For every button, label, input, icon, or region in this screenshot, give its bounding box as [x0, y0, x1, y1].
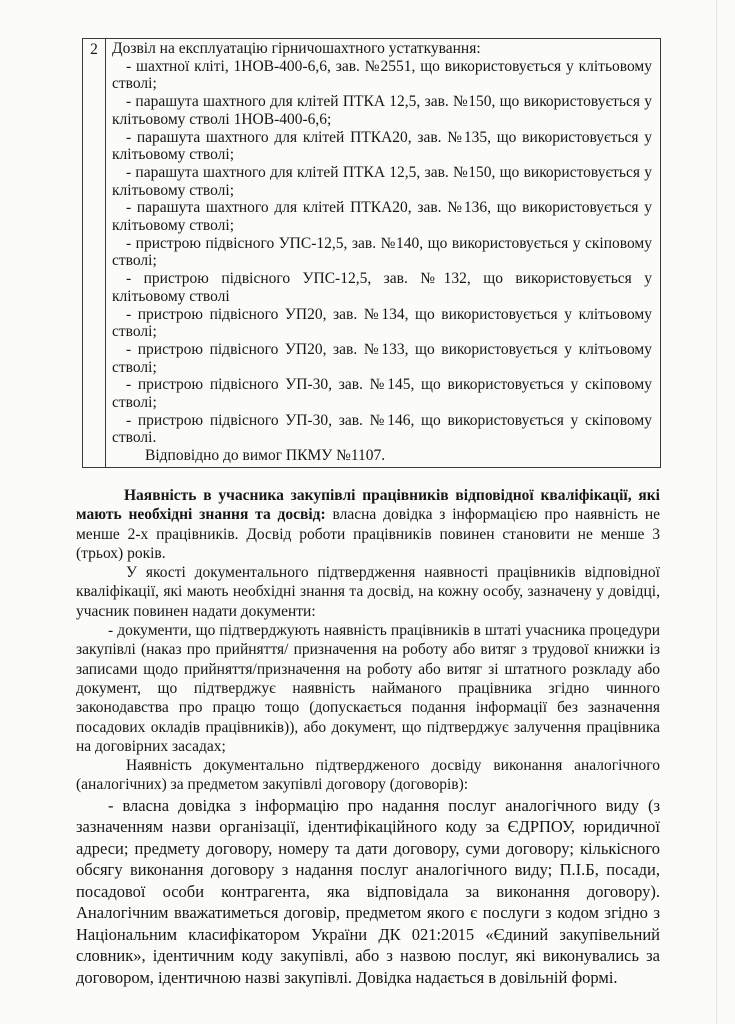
list-item: - пристрою підвісного УП-30, зав. №145, що використовується у скіповому стволі; [112, 376, 652, 412]
experience-paragraph: Наявність документально підтвердженого досвіду виконання аналогічного (аналогічних) за предметом закупівлі договору (договорів): [76, 757, 660, 794]
equipment-permit-table [82, 38, 661, 468]
list-item: - парашута шахтного для клітей ПТКА 12,5, зав. №150, що використовується у клітьовому стволі 1НОВ-400-6,6; [112, 93, 652, 128]
table-row [83, 39, 661, 468]
documents-paragraph: У якості документального підтвердження наявності працівників відповідної кваліфікації, які мають необхідні знання та досвід, на кожну особу, зазначену у довідці, учасник повинен надати документи: [76, 564, 660, 620]
qualification-heading: Наявність в учасника закупівлі працівників відповідної кваліфікації, які мають необхідні знання та досвід: [76, 487, 660, 524]
list-item: - шахтної кліті, 1НОВ-400-6,6, зав. №2551, що використовується у клітьовому стволі; [112, 57, 652, 93]
staff-documents-paragraph: - документи, що підтверджують наявність працівників в штаті учасника процедури закупівлі (наказ про прийняття/ призначення на роботу або витяг з трудової книжки із записами щодо прийняття/призначення на роботу або витяг зі штатного розкладу або документ, що підтверджує наявність найманого працівника згідно чинного законодавства про працю тощо (допускається подання інформації без зазначення посадових окладів працівників)), або документ, що підтверджує залучення працівника на договірних засадах; [76, 622, 660, 755]
row-number-cell: 2 [83, 39, 106, 468]
row-content-cell [106, 39, 661, 468]
list-item: - парашута шахтного для клітей ПТКА20, зав. №135, що використовується у клітьовому стволі; [112, 128, 652, 164]
qualification-text: власна довідка з інформацією про наявність не менше 2-х працівників. Досвід роботи працівників повинен становити не менше 3 (трьох) років. [76, 506, 660, 562]
permit-heading: Дозвіл на експлуатацію гірничошахтного устаткування: [112, 40, 481, 57]
qualification-paragraph [76, 486, 660, 563]
list-item: - пристрою підвісного УП20, зав. №133, що використовується у клітьовому стволі; [112, 340, 652, 376]
list-item: - пристрою підвісного УПС-12,5, зав. №132, що використовується у клітьовому стволі [112, 270, 652, 305]
body-text [76, 486, 660, 988]
reference-paragraph: - власна довідка з інформацію про надання послуг аналогічного виду (з зазначенням назви організації, ідентифікаційного коду за ЄДРПОУ, юридичної адреси; предмету договору, номеру та дати договору, суми договору; кількісного обсягу виконання договору з надання послуг аналогічного виду; П.І.Б, посади, посадової особи контрагента, яка відповідала за виконання договору). Аналогічним вважатиметься договір, предметом якого є послуги з кодом згідно з Національним класифікатором України ДК 021:2015 «Єдиний закупівельний словник», ідентичним коду закупівлі, або з назвою послуг, які виконувались за договором, ідентичною назві закупівлі. Довідка надається в довільній формі. [76, 795, 660, 987]
list-item: - пристрою підвісного УП20, зав. №134, що використовується у клітьовому стволі; [112, 305, 652, 341]
scan-edge-line [716, 0, 717, 1024]
regulation-reference: Відповідно до вимог ПКМУ №1107. [145, 447, 386, 465]
list-item: - пристрою підвісного УП-30, зав. №146, що використовується у скіповому стволі. [112, 411, 652, 447]
list-item: - парашута шахтного для клітей ПТКА 12,5, зав. №150, що використовується у клітьовому стволі; [112, 163, 652, 199]
list-item: - парашута шахтного для клітей ПТКА20, зав. №136, що використовується у клітьовому стволі; [112, 199, 652, 235]
list-item: - пристрою підвісного УПС-12,5, зав. №140, що використовується у скіповому стволі; [112, 234, 652, 270]
